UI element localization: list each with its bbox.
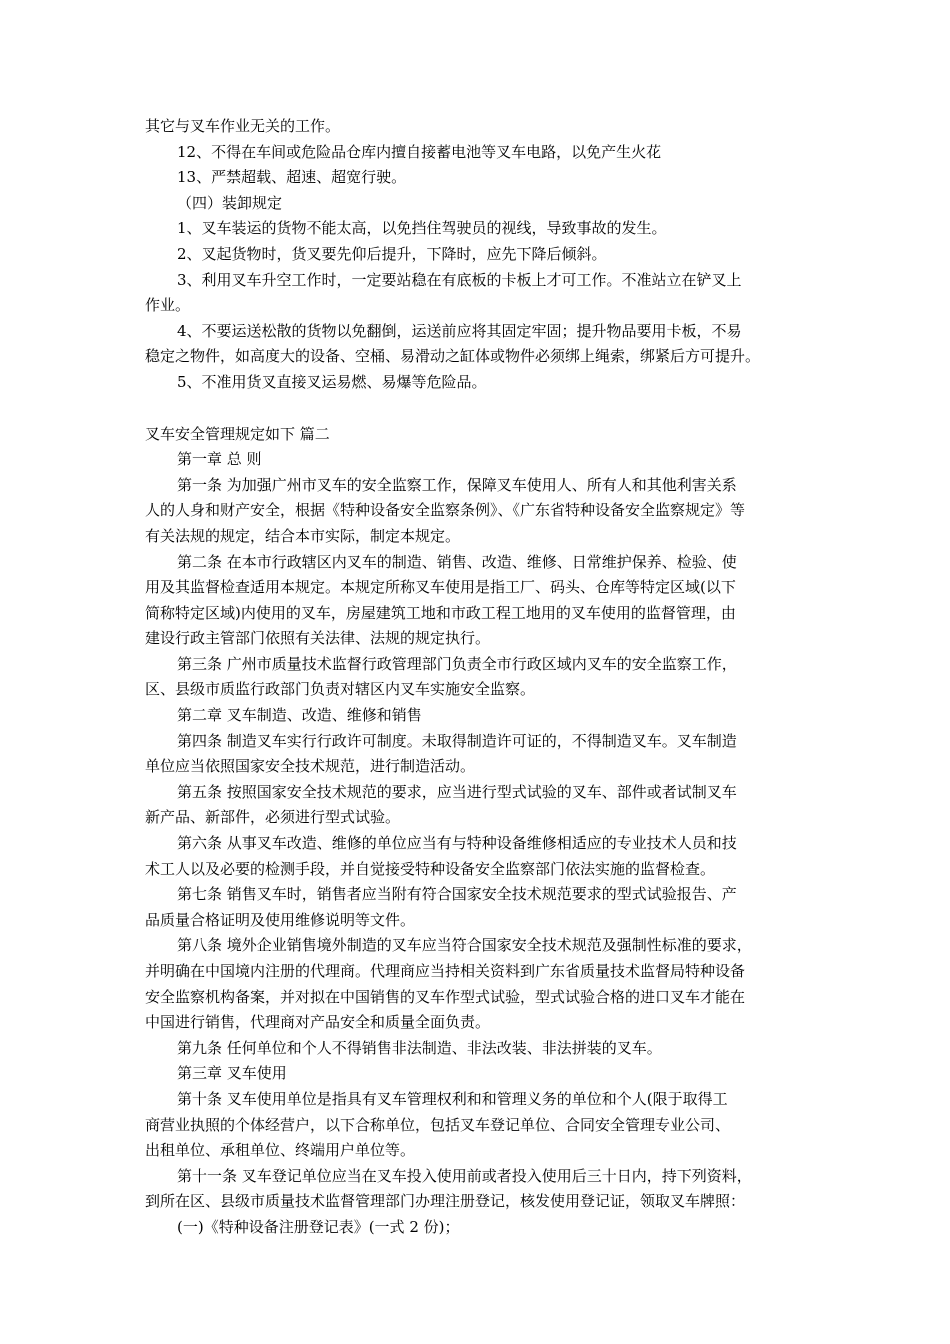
text-line: 到所在区、县级市质量技术监督管理部门办理注册登记，核发使用登记证，领取叉车牌照： [145, 1192, 746, 1211]
text-line: 第一条 为加强广州市叉车的安全监察工作，保障叉车使用人、所有人和其他利害关系 [177, 475, 737, 494]
section-forklift-safety-regulations [145, 422, 805, 1241]
text-line: 稳定之物件，如高度大的设备、空桶、易滑动之缸体或物件必须绑上绳索，绑紧后方可提升。 [145, 347, 761, 366]
text-line: 13、严禁超载、超速、超宽行驶。 [177, 168, 407, 187]
text-line: 第十条 叉车使用单位是指具有叉车管理权利和和管理义务的单位和个人(限于取得工 [177, 1089, 728, 1108]
text-line: 第十一条 叉车登记单位应当在叉车投入使用前或者投入使用后三十日内，持下列资料， [177, 1166, 752, 1185]
text-line: 第七条 销售叉车时，销售者应当附有符合国家安全技术规范要求的型式试验报告、产 [177, 885, 737, 904]
text-line: 第四条 制造叉车实行行政许可制度。未取得制造许可证的，不得制造叉车。叉车制造 [177, 731, 737, 750]
text-line: 3、利用叉车升空工作时，一定要站稳在有底板的卡板上才可工作。不准站立在铲叉上 [177, 270, 742, 289]
text-line: 单位应当依照国家安全技术规范，进行制造活动。 [145, 757, 476, 776]
text-line: 中国进行销售，代理商对产品安全和质量全面负责。 [145, 1013, 491, 1032]
text-line: 出租单位、承租单位、终端用户单位等。 [145, 1141, 416, 1160]
text-line: 人的人身和财产安全，根据《特种设备安全监察条例》、《广东省特种设备安全监察规定》等 [145, 501, 746, 520]
document-title: 叉车安全管理规定如下 篇二 [145, 424, 330, 443]
text-line: 2、叉起货物时，货叉要先仰后提升，下降时，应先下降后倾斜。 [177, 244, 607, 263]
text-line: 第六条 从事叉车改造、维修的单位应当有与特种设备维修相适应的专业技术人员和技 [177, 834, 737, 853]
text-line: 第五条 按照国家安全技术规范的要求，应当进行型式试验的叉车、部件或者试制叉车 [177, 782, 737, 801]
text-line: 12、不得在车间或危险品仓库内擅自接蓄电池等叉车电路，以免产生火花 [177, 142, 662, 161]
text-line: 第三条 广州市质量技术监督行政管理部门负责全市行政区域内叉车的安全监察工作， [177, 654, 737, 673]
text-line: 并明确在中国境内注册的代理商。代理商应当持相关资料到广东省质量技术监督局特种设备 [145, 962, 746, 980]
text-line: (一)《特种设备注册登记表》(一式 2 份)； [177, 1217, 460, 1236]
text-line: 新产品、新部件，必须进行型式试验。 [145, 808, 401, 827]
section-spacer [145, 396, 805, 422]
chapter-heading: 第一章 总 则 [177, 450, 262, 469]
text-line: 区、县级市质监行政部门负责对辖区内叉车实施安全监察。 [145, 680, 536, 699]
section-heading: （四）装卸规定 [177, 193, 283, 212]
section-forklift-loading-rules [145, 114, 805, 396]
text-line: 商营业执照的个体经营户，以下合称单位，包括叉车登记单位、合同安全管理专业公司、 [145, 1115, 731, 1134]
chapter-heading: 第三章 叉车使用 [177, 1064, 287, 1083]
document-page [145, 114, 805, 1241]
text-line: 品质量合格证明及使用维修说明等文件。 [145, 910, 416, 929]
text-line: 安全监察机构备案，并对拟在中国销售的叉车作型式试验，型式试验合格的进口叉车才能在 [145, 987, 746, 1006]
text-line: 第二条 在本市行政辖区内叉车的制造、销售、改造、维修、日常维护保养、检验、使 [177, 552, 737, 571]
text-line: 用及其监督检查适用本规定。本规定所称叉车使用是指工厂、码头、仓库等特定区域(以下 [145, 578, 736, 597]
text-line: 建设行政主管部门依照有关法律、法规的规定执行。 [145, 629, 491, 648]
text-line: 术工人以及必要的检测手段，并自觉接受特种设备安全监察部门依法实施的监督检查。 [145, 859, 716, 878]
text-line: 5、不准用货叉直接叉运易燃、易爆等危险品。 [177, 372, 487, 391]
text-line: 简称特定区域)内使用的叉车，房屋建筑工地和市政工程工地用的叉车使用的监督管理，由 [145, 603, 736, 622]
text-line: 第九条 任何单位和个人不得销售非法制造、非法改装、非法拼装的叉车。 [177, 1038, 662, 1057]
text-line: 其它与叉车作业无关的工作。 [145, 117, 341, 135]
chapter-heading: 第二章 叉车制造、改造、维修和销售 [177, 706, 422, 725]
text-line: 4、不要运送松散的货物以免翻倒，运送前应将其固定牢固；提升物品要用卡板，不易 [177, 321, 742, 340]
text-line: 有关法规的规定，结合本市实际，制定本规定。 [145, 526, 461, 545]
text-line: 第八条 境外企业销售境外制造的叉车应当符合国家安全技术规范及强制性标准的要求， [177, 936, 752, 955]
text-line: 1、叉车装运的货物不能太高，以免挡住驾驶员的视线，导致事故的发生。 [177, 219, 667, 238]
text-line: 作业。 [145, 296, 191, 315]
